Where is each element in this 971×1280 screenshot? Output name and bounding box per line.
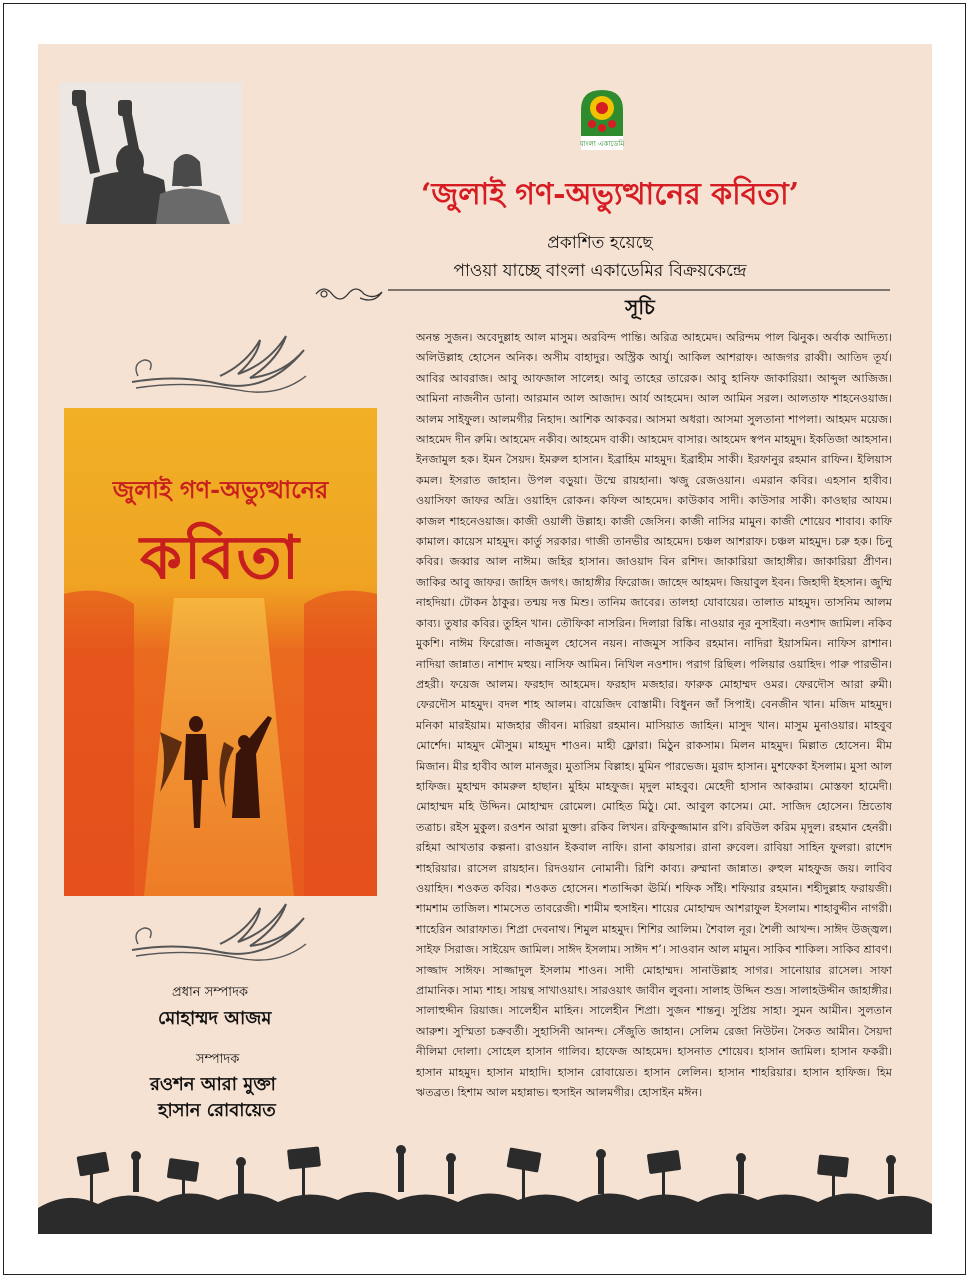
editor-label: সম্পাদক [196, 1052, 240, 1067]
book-title-headline: ‘জুলাই গণ-অভ্যুত্থানের কবিতা’ [420, 177, 800, 212]
availability-notice: পাওয়া যাচ্ছে বাংলা একাডেমির বিক্রয়কেন্দ্রে [453, 261, 747, 281]
editor-name-1: রওশন আরা মুক্তা [150, 1074, 276, 1095]
toc-heading: সূচি [625, 295, 655, 319]
flourish-ornament-top [128, 330, 310, 402]
contributor-list: অনন্ত সুজন। অবেদুল্লাহ আল মাসুম। অরবিন্দ পান্তি। অরিত্র আহমেদ। অরিন্দম পাল ঝিনুক। অর্বাক আদিত্য। অলিউল্লাহ হোসেন অনিক। অসীম বাহাদুর। অস্ট্রিক আর্যু। আকিল আশরাফ। আজগর রাব্বী। আতিদ তূর্য। আবির আবরাজ। আবু আফজাল সালেহ। আবু তাহের তারেক। আবু হানিফ জাকারিয়া। আব্দুল আজিজ। আমিনা নাজনীন ডানা। আরমান আল আজাদ। আর্য আহমেদ। আল আমিন সরল। আলতাফ শাহনেওয়াজ। আলম সাইফুল। আলমগীর নিহাদ। আশিক আকবর। আসমা অধরা। আসমা সুলতানা শাপলা। আহমদ ময়েজ। আহমেদ দীন রুমি। আহমেদ নকীব। আহমেদ বাকী। আহমেদ বাসার। আহমেদ স্বপন মাহমুদ। ইকতিজা আহসান। ইনজামুল হক। ইমন সৈয়দ। ইমরুল হাসান। ইব্রাহিম মাহমুদ। ইব্রাহীম সাকী। ইরফানুর রহমান রাফিন। ইলিয়াস কমল। ইসরাত জাহান। উপল বড়ুয়া। উম্মে রায়হানা। ঋজু রেজওয়ান। এমরান কবির। এহসান হাবীব। ওয়াসিফা জাফর অদ্রি। ওয়াহিদ রোকন। কফিল আহমেদ। কাউকাব সাদী। কাউসার সাকী। কাওছার আযম। কাজল শাহনেওয়াজ। কাজী ওয়ালী উল্লাহ। কাজী জেসিন। কাজী নাসির মামুন। কাজী শোয়েব শাবাব। কাফি কামাল। কায়েস মাহমুদ। কার্তু সরকার। গাজী তানভীর আহমেদ। চঞ্চল আশরাফ। চঞ্চল মাহমুদ। চরু হক। চিনু কবির। জব্বার আল নাঈম। জহির হাসান। জাওয়াদ বিন রশিদ। জাকারিয়া জাহাঙ্গীর। জাকারিয়া প্রীণন। জাকির আবু জাফর। জাহিদ জগৎ। জাহাঙ্গীর ফিরোজ। জাহেদ আহমদ। জিয়াবুল ইবন। জিহাদী ইহসান। জুম্মি নাহদিয়া। টোকন ঠাকুর। তন্ময় দত্ত মিশু। তানিম জাবের। তালহা যোবায়ের। তালাত মাহমুদ। তাসনিম আলম কাব্য। তুষার কবির। তুহিন খান। তৌফিকা নাসরিন। দিলারা রিঙ্কি। নাওয়ার নূর নুসাইবা। নওশাদ জামিল। নকিব মুকশি। নাঈম ফিরোজ। নাজমুল হোসেন নয়ন। নাজমুস সাকিব রহমান। নাদিরা ইয়াসমিন। নাফিস রাশান। নাদিয়া জান্নাত। নাশাদ মহুয়। নাসিফ আমিন। নিখিল নওশাদ। পরাগ রিছিল। পলিয়ার ওয়াহিদ। পারু পারভীন। প্রহরী। ফয়েজ আলম। ফরহাদ আহমেদ। ফরহাদ মজহার। ফারুক মোহাম্মদ ওমর। ফেরদৌস আরা রুমী। ফেরদৌস মাহমুদ। বদল শাহ আলম। বায়েজিদ বোস্তামী। বিধুনন জাঁ সিপাই। বেনজীন খান। মজিদ মাহমুদ। মনিকা মারইয়াম। মাজহার জীবন। মারিয়া রহমান। মাসিয়াত জাহিন। মাসুদ খান। মাসুম মুনাওয়ার। মাহবুব মোর্শেদ। মাহমুদ মৌসুম। মাহমুদ শাওন। মাহী ফ্লোরা। মিঠুন রাকসাম। মিলন মাহমুদ। মিল্লাত হোসেন। মীম মিজান। মীর হাবীব আল মানজুর। মুতাসিম বিল্লাহ। মুমিন পারভেজ। মুরাদ হাসান। মুশফেকা ইসলাম। মুসা আল হাফিজ। মুহাম্মদ কামরুল হাছান। মুহিম মাহফুজ। মৃদুল মাহবুব। মেহেদী হাসান আকরাম। মোস্তফা হামেদী। মোহাম্মদ মহি উদ্দিন। মোহাম্মদ রোমেল। মোহিত মিঠু। মো. আবুল কাসেম। মো. সাজিদ হোসেন। ম্রিতোষ তত্রাচ। রইস মুকুল। রওশন আরা মুক্তা। রকিব লিখন। রফিকুজ্জামান রণি। রবিউল করিম মৃদুল। রহমান হেনরী। রহিমা আখতার কল্পনা। রাওয়ান ইকবাল নাফি। রানা কায়সার। রানা রুবেল। রাবিয়া সাহিন ফুলরা। রাশেদ শাহরিয়ার। রাসেল রায়হান। রিদওয়ান নোমানী। রিশি কাব্য। রুম্মানা জান্নাত। রুহুল মাহফুজ জয়। লাবিব ওয়াহিদ। শওকত কবির। শওকত হোসেন। শতাব্দিকা ঊর্মি। শফিক সাঁই। শফিয়ার রহমান। শহীদুল্লাহ ফরায়জী। শামশাম তাজিল। শামসেত তাবরেজী। শামীম হুসাইন। শায়ের মোহাম্মদ আশরাফুল ইসলাম। শাহাবুদ্দীন নাগরী। শাহেরিন আরাফাত। শিপ্রা দেবনাথ। শিমুল মাহমুদ। শিশির আলিম। শৈবাল নূর। শৈলী আখন্দ। সাঈদ উজ্জ্বল। সাইফ সিরাজ। সাইয়েদ জামিল। সাঈদ ইসলাম। সাঈদ শ’। সাওবান আল মামুন। সাকিব শাকিল। সাকিব শ্রাবণ। সাজ্জাদ সাঈফ। সাজ্জাদুল ইসলাম শাওন। সাদী মোহাম্মদ। সানাউল্লাহ সাগর। সানোয়ার রাসেল। সাফা প্রামানিক। সাম্য শাহ। সায়ন্থ সাখাওয়াৎ। সারওয়াৎ জাবীন লুবনা। সালাহ উদ্দিন শুভ্র। সালাহউদ্দীন জাহাঙ্গীর। সালাহুদ্দীন রিয়াজ। সালেহীন মাহিন। সালেহীন শিপ্রা। সুজন শান্তনু। সুপ্রিয় সাহা। সুমন আমীন। সুলতান আরুশ। সুস্মিতা চক্রবর্তী। সুহাসিনী আনন্দ। সেঁজুতি জাহান। সেলিম রেজা নিউটন। সৈকত আমীন। সৈয়দা নীলিমা দোলা। সোহেল হাসান গালিব। হাফেজ আহমেদ। হাসনাত শোয়েব। হাসান জামিল। হাসান ফকরী। হাসান মাহমুদ। হাসান মাহাদি। হাসান রোবায়েত। হাসান লেলিন। হাসান শাহরিয়ার। হাসান হাফিজ। হিম ঋতব্রত। হিশাম আল মহান্নাভ। হুসাইন আলমগীর। হোসাইন মঈন। [416, 331, 892, 1100]
protest-crowd-silhouette [38, 1130, 932, 1234]
bangla-academy-logo [575, 86, 629, 156]
protest-illustration [60, 82, 242, 224]
published-notice: প্রকাশিত হয়েছে [547, 233, 653, 253]
cover-title-line1: জুলাই গণ-অভ্যুত্থানের [112, 475, 329, 504]
cover-title-line2: কবিতা [140, 523, 301, 593]
book-cover [64, 408, 377, 896]
chief-editor-label: প্রধান সম্পাদক [172, 985, 248, 1000]
chief-editor-name: মোহাম্মদ আজম [158, 1008, 272, 1029]
flourish-ornament-bottom [128, 898, 310, 970]
editor-name-2: হাসান রোবায়েত [158, 1100, 276, 1121]
logo-text: বাংলা একাডেমি [579, 140, 625, 148]
